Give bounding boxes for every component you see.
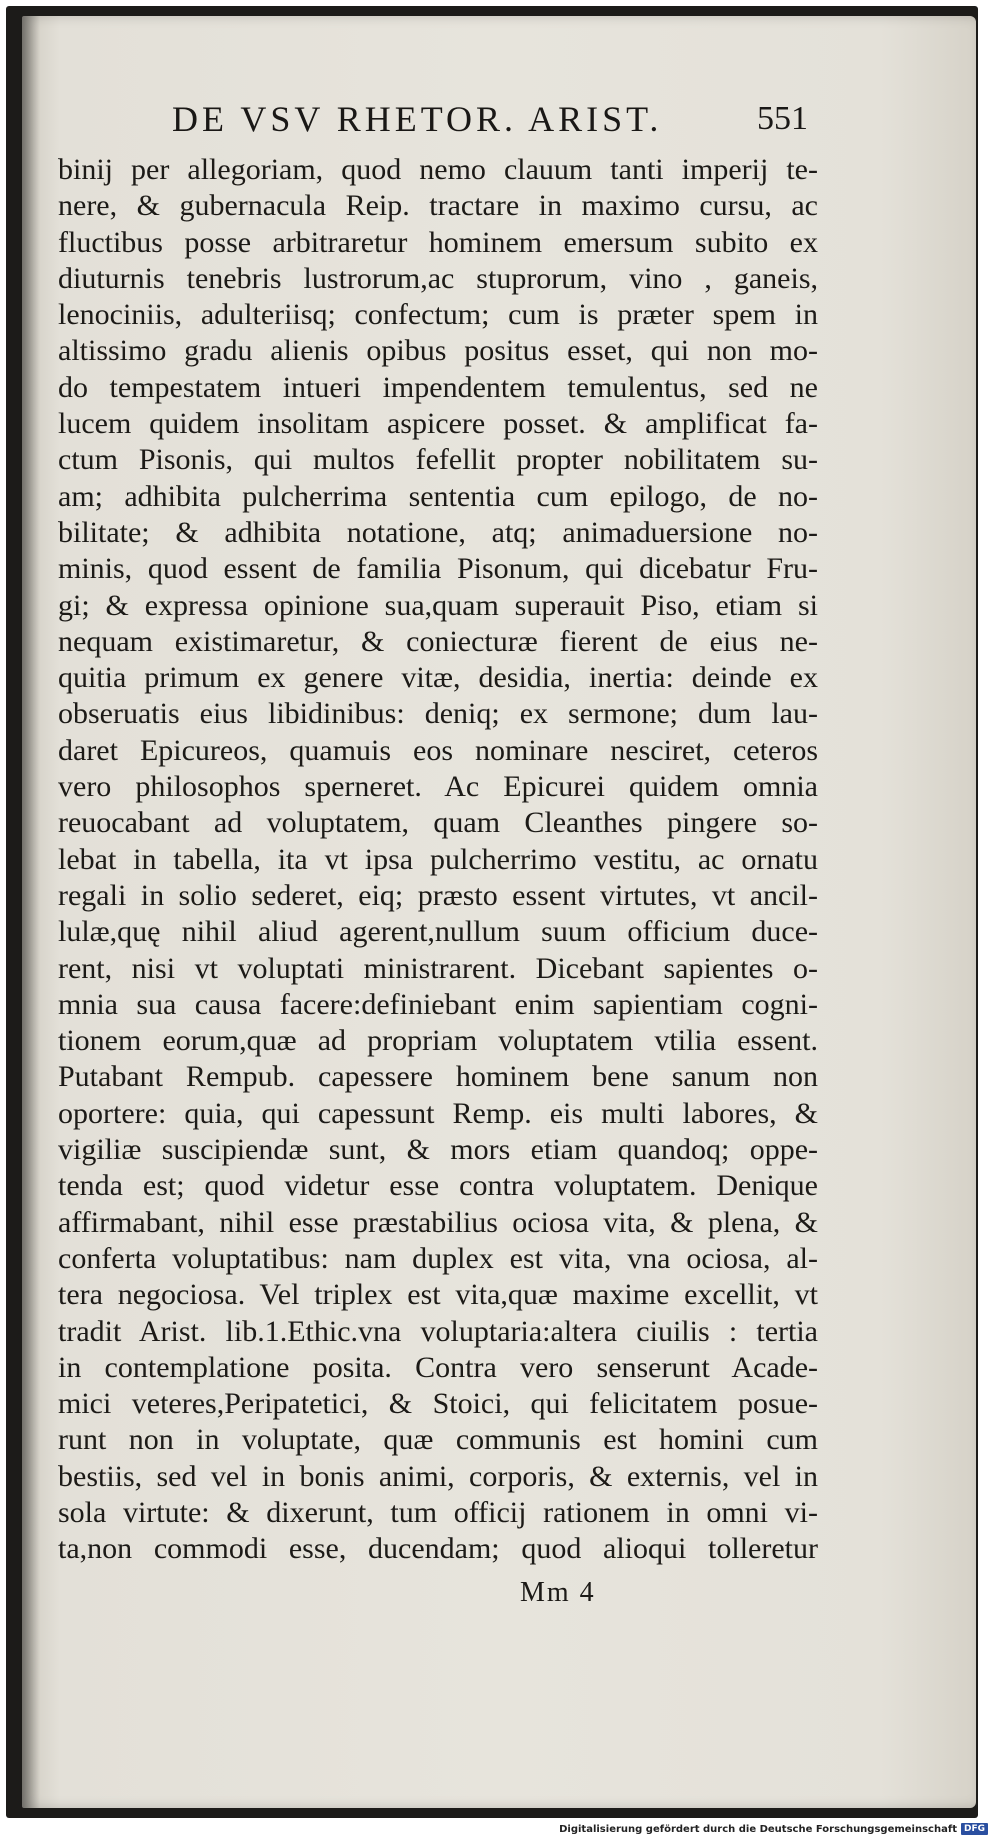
signature-mark: Mm 4 (520, 1577, 596, 1608)
text-line: rent, nisi vt voluptati ministrarent. Dicebant sapientes o- (58, 951, 818, 985)
text-line: sola virtute: & dixerunt, tum officij rationem in omni vi- (58, 1495, 818, 1529)
text-line: fluctibus posse arbitraretur hominem emersum subito ex (58, 225, 818, 259)
text-line: lulæ,quę nihil aliud agerent,nullum suum officium duce- (58, 915, 818, 949)
text-line: oportere: quia, qui capessunt Remp. eis multi labores, & (58, 1096, 818, 1130)
text-line: lenociniis, adulteriisq; confectum; cum is præter spem in (58, 298, 818, 332)
body-text (58, 152, 818, 1568)
credit-text: Digitalisierung gefördert durch die Deutsche Forschungsgemeinschaft (559, 1823, 957, 1835)
text-line: quitia primum ex genere vitæ, desidia, inertia: deinde ex (58, 661, 818, 695)
text-line: regali in solio sederet, eiq; præsto essent virtutes, vt ancil- (58, 878, 818, 912)
text-line: nequam existimaretur, & coniecturæ fierent de eius ne- (58, 624, 818, 658)
text-line: tradit Arist. lib.1.Ethic.vna voluptaria:altera ciuilis : tertia (58, 1314, 818, 1348)
text-line: Putabant Rempub. capessere hominem bene sanum non (58, 1060, 818, 1094)
text-line: mici veteres,Peripatetici, & Stoici, qui felicitatem posue- (58, 1387, 818, 1421)
spine-shadow (22, 16, 40, 1808)
text-line: altissimo gradu alienis opibus positus esset, qui non mo- (58, 334, 818, 368)
text-line: minis, quod essent de familia Pisonum, qui dicebatur Fru- (58, 552, 818, 586)
text-line: vigiliæ suscipiendæ sunt, & mors etiam quandoq; oppe- (58, 1133, 818, 1167)
running-head: DE VSV RHETOR. ARIST. (172, 99, 663, 139)
text-line: am; adhibita pulcherrima sententia cum epilogo, de no- (58, 479, 818, 513)
text-line: tera negociosa. Vel triplex est vita,quæ maxime excellit, vt (58, 1278, 818, 1312)
text-line: do tempestatem intueri impendentem temulentus, sed ne (58, 370, 818, 404)
text-line: diuturnis tenebris lustrorum,ac stuprorum, vino , ganeis, (58, 261, 818, 295)
text-line: vero philosophos sperneret. Ac Epicurei quidem omnia (58, 770, 818, 804)
text-line: gi; & expressa opinione sua,quam superauit Piso, etiam si (58, 588, 818, 622)
text-line: lucem quidem insolitam aspicere posset. & amplificat fa- (58, 407, 818, 441)
text-line: runt non in voluptate, quæ communis est homini cum (58, 1423, 818, 1457)
text-line: reuocabant ad voluptatem, quam Cleanthes pingere so- (58, 806, 818, 840)
book-binding (6, 6, 978, 1818)
text-line: nere, & gubernacula Reip. tractare in maximo cursu, ac (58, 189, 818, 223)
dfg-logo: DFG (961, 1823, 988, 1835)
text-line: affirmabant, nihil esse præstabilius ociosa vita, & plena, & (58, 1205, 818, 1239)
text-line: tionem eorum,quæ ad propriam voluptatem vtilia essent. (58, 1024, 818, 1058)
page-number: 551 (757, 100, 808, 137)
text-line: binij per allegoriam, quod nemo clauum tanti imperij te- (58, 153, 818, 186)
text-line: tenda est; quod videtur esse contra voluptatem. Denique (58, 1169, 818, 1203)
text-line: bestiis, sed vel in bonis animi, corporis, & externis, vel in (58, 1459, 818, 1493)
text-line: mnia sua causa facere:definiebant enim sapientiam cogni- (58, 987, 818, 1021)
text-line: obseruatis eius libidinibus: deniq; ex sermone; dum lau- (58, 697, 818, 731)
text-line: daret Epicureos, quamuis eos nominare nesciret, ceteros (58, 733, 818, 767)
text-line: ta,non commodi esse, ducendam; quod alioqui tolleretur (58, 1532, 818, 1566)
book-page (22, 16, 976, 1808)
digitization-credit (559, 1823, 988, 1835)
text-line: bilitate; & adhibita notatione, atq; animaduersione no- (58, 515, 818, 549)
text-line: lebat in tabella, ita vt ipsa pulcherrimo vestitu, ac ornatu (58, 842, 818, 876)
text-line: conferta voluptatibus: nam duplex est vita, vna ociosa, al- (58, 1241, 818, 1275)
text-line: in contemplatione posita. Contra vero senserunt Acade- (58, 1350, 818, 1384)
text-line: ctum Pisonis, qui multos fefellit propter nobilitatem su- (58, 443, 818, 477)
